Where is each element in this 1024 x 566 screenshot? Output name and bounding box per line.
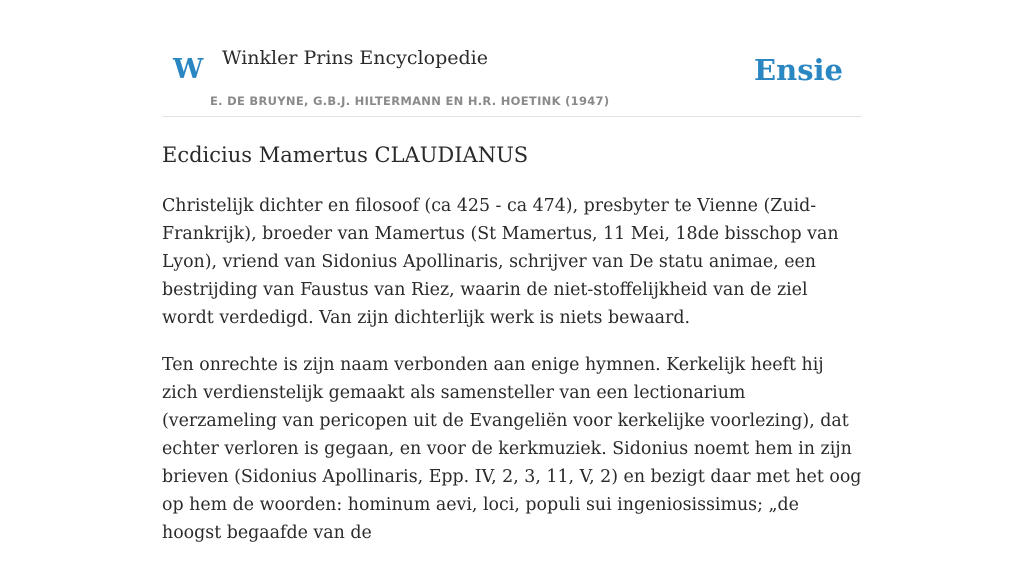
authors-line: E. DE BRUYNE, G.B.J. HILTERMANN EN H.R. HOETINK (1947) [210,94,610,108]
article-title: Ecdicius Mamertus CLAUDIANUS [162,143,529,167]
site-title[interactable]: Winkler Prins Encyclopedie [222,47,488,69]
article-paragraph: Christelijk dichter en filosoof (ca 425 - ca 474), presbyter te Vienne (Zuid-Frankrijk), broeder van Mamertus (St Mamertus, 11 Mei, 18de bisschop van Lyon), vriend van Sidonius Apollinaris, schrijver van De statu animae, een bestrijding van Faustus van Riez, waarin de niet-stoffelijkheid van de ziel wordt verdedigd. Van zijn dichterlijk werk is niets bewaard. [162,196,839,328]
site-logo-icon[interactable]: W [173,54,204,85]
site-header [162,0,862,117]
article-paragraph: Ten onrechte is zijn naam verbonden aan enige hymnen. Kerkelijk heeft hij zich verdienstelijk gemaakt als samensteller van een lectionarium (verzameling van pericopen uit de Evangeliën voor kerkelijke voorlezing), dat echter verloren is gegaan, en voor de kerkmuziek. Sidonius noemt hem in zijn brieven (Sidonius Apollinaris, Epp. IV, 2, 3, 11, V, 2) en bezigt daar met het oog op hem de woorden: hominum aevi, loci, populi sui ingeniosissimus; „de hoogst begaafde van de [162,355,862,543]
article-body [162,192,862,566]
brand-logo[interactable]: Ensie [754,53,843,87]
